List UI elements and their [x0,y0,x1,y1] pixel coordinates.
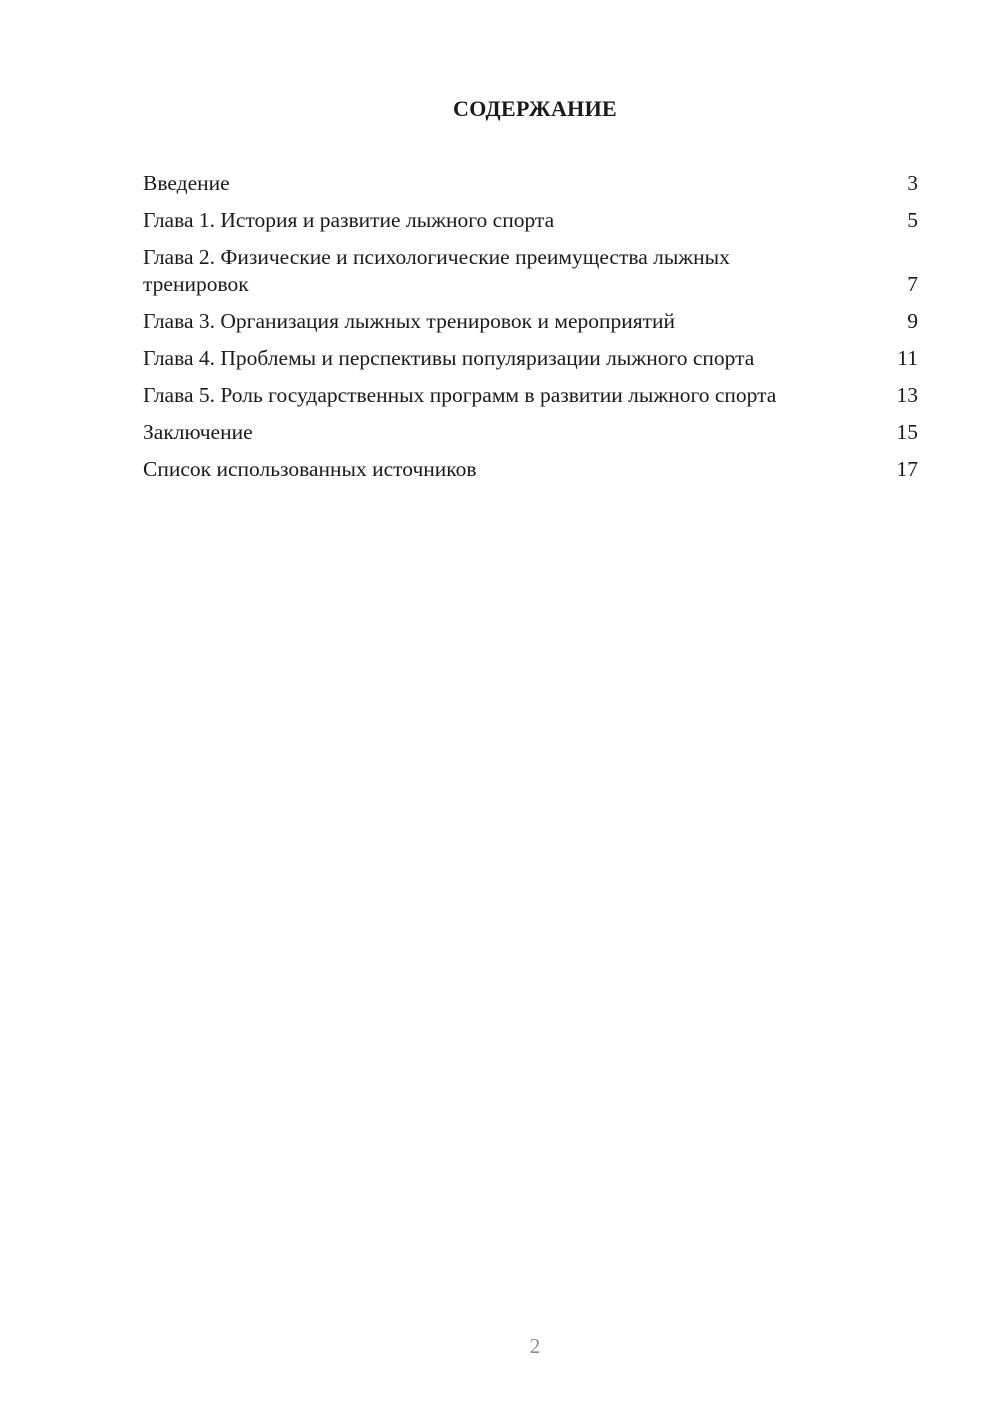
toc-entry-title: Глава 3. Организация лыжных тренировок и мероприятий [143,309,676,333]
toc-entry[interactable] [143,170,918,197]
toc-entry[interactable] [143,419,918,446]
toc-entry-page: 13 [896,383,918,407]
toc-entry[interactable] [143,244,918,298]
toc-entry-page: 15 [896,420,918,444]
toc-entry-page: 3 [907,171,918,195]
toc-entry-title: Введение [143,171,230,195]
page-title: СОДЕРЖАНИЕ [453,96,617,121]
toc-entry[interactable] [143,456,918,483]
toc-entry[interactable] [143,308,918,335]
toc-entry-page: 11 [897,346,918,370]
toc-entry-page: 7 [907,272,918,296]
toc-entry[interactable] [143,207,918,234]
toc-entry-title: Глава 4. Проблемы и перспективы популяризации лыжного спорта [143,346,755,370]
toc-entry[interactable] [143,382,918,409]
toc-entry-page: 5 [907,208,918,232]
toc-entry-title: Глава 5. Роль государственных программ в развитии лыжного спорта [143,383,777,407]
page-number: 2 [529,1334,541,1358]
toc-entry-title: Глава 1. История и развитие лыжного спорта [143,208,555,232]
toc-entry-title: Глава 2. Физические и психологические преимущества лыжных тренировок [143,245,730,296]
table-of-contents [143,170,918,493]
toc-entry-page: 9 [907,309,918,333]
toc-entry-title: Список использованных источников [143,457,477,481]
toc-entry-title: Заключение [143,420,253,444]
toc-entry[interactable] [143,345,918,372]
toc-entry-page: 17 [896,457,918,481]
